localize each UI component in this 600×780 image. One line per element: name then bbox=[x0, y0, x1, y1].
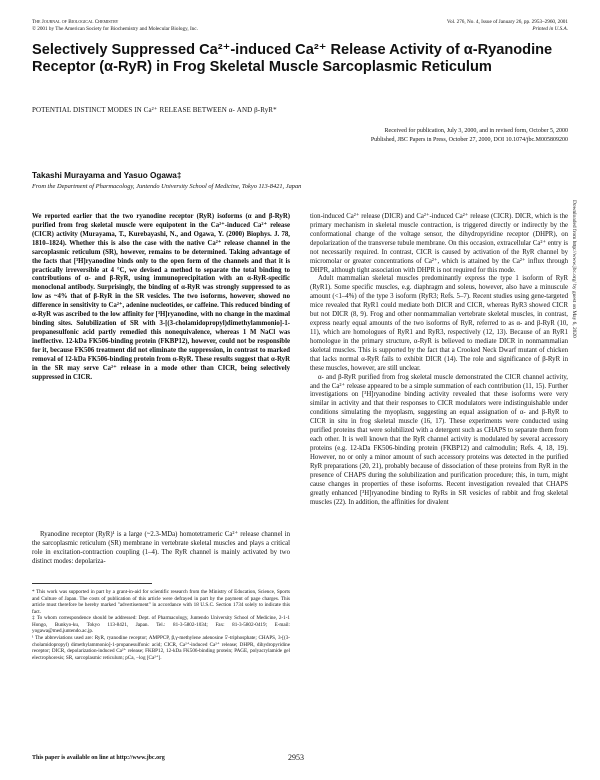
footnote-correspondence: ‡ To whom correspondence should be addressed: Dept. of Pharmacology, Juntendo University School of Medicine, 2-1-1 Hongo, Bunkyo-ku, Tokyo 113-8421, Japan. Tel.: 81-3-5802-1034; Fax: 81-3-5802-0419; E-mail: yogawa@med.juntendo.ac.jp. bbox=[32, 615, 290, 635]
affiliation: From the Department of Pharmacology, Juntendo University School of Medicine, Tokyo 113-8421, Japan bbox=[32, 183, 302, 190]
footnote-funding: * This work was supported in part by a grant-in-aid for scientific research from the Ministry of Education, Science, Sports and Culture of Japan. The costs of publication of this article were defrayed in part by the payment of page charges. This article must therefore be hereby marked "advertisement" in accordance with 18 U.S.C. Section 1734 solely to indicate this fact. bbox=[32, 589, 290, 615]
body-paragraph: Adult mammalian skeletal muscles predominantly express the type 1 isoform of RyR (RyR1). Some specific muscles, e.g. diaphragm and soleus, however, also have a minuscule amount (<1–4%) of the type 3 isoform (RyR3; Refs. 5–7). Recent studies using gene-targeted mice revealed that RyR1 could mediate both DICR and CICR, whereas RyR3 showed CICR but not DICR (8, 9). Frog and other nonmammalian vertebrate skeletal muscles, in contrast, express nearly equal amounts of the two isoforms of RyR, referred to as α- and β-RyR (10, 11), which are homologues of RyR1 and RyR3, respectively (12, 13). Because of an RyR1 homologue in the primary structure, α-RyR is believed to mediate DICR in nonmammalian skeletal muscles. This is supported by the fact that a Crooked Neck Dwarf mutant of chicken that lacks normal α-RyR fails to exhibit DICR (14). The role and significance of β-RyR in these muscles, however, are still unclear. bbox=[310, 275, 568, 372]
footnote-divider bbox=[32, 583, 152, 584]
journal-copyright: © 2001 by The American Society for Biochemistry and Molecular Biology, Inc. bbox=[32, 25, 198, 32]
article-title: Selectively Suppressed Ca²⁺-induced Ca²⁺ Release Activity of α-Ryanodine Receptor (α-RyR) in Frog Skeletal Muscle Sarcoplasmic Reticulum bbox=[32, 42, 553, 75]
published-date: Published, JBC Papers in Press, October 27, 2000, DOI 10.1074/jbc.M005809200 bbox=[370, 136, 568, 143]
footnote-abbreviations: ¹ The abbreviations used are: RyR, ryanodine receptor; AMPPCP, β,γ-methylene adenosine 5'-triphosphate; CHAPS, 3-[(3-cholamidopropyl) dimethylammonio]-1-propanesulfonic acid; CICR, Ca²⁺-induced Ca²⁺ release; DHPR, dihydropyridine receptor; DICR, depolarization-induced Ca²⁺ release; FKBP12, 12-kDa FK506-binding protein; PAGE, polyacrylamide gel electrophoresis; SR, sarcoplasmic reticulum; pCa, −log [Ca²⁺]. bbox=[32, 635, 290, 661]
intro-paragraph bbox=[32, 531, 290, 567]
availability-note: This paper is available on line at http://www.jbc.org bbox=[32, 755, 165, 761]
received-date: Received for publication, July 3, 2000, and in revised form, October 5, 2000 bbox=[384, 128, 568, 134]
right-column bbox=[310, 213, 568, 507]
abstract: We reported earlier that the two ryanodine receptor (RyR) isoforms (α and β-RyR) purified from frog skeletal muscle were equipotent in the Ca²⁺-induced Ca²⁺ release (CICR) activity (Murayama, T., Kurebayashi, N., and Ogawa, Y. (2000) Biophys. J. 78, 1810–1824). Whether this is also the case with the native Ca²⁺ release channel in the sarcoplasmic reticulum (SR), however, remains to be determined. Taking advantage of the facts that [³H]ryanodine binds only to the open form of the channels and that it is practically irreversible at 4 °C, we devised a method to separate the total binding to contributions of α- and β-RyR, using immunoprecipitation with an α-RyR-specific monoclonal antibody. Surprisingly, the binding of α-RyR was strongly suppressed to as low as ~4% that of β-RyR in the SR vesicles. The two isoforms, however, showed no difference in sensitivity to Ca²⁺, adenine nucleotides, or caffeine. This reduced binding of α-RyR was ascribed to the low affinity for [³H]ryanodine, with no change in the maximal binding sites. Solubilization of SR with 3-[(3-cholamidopropyl)dimethylammonio]-1-propanesulfonic acid partly remedied this nonequivalence, whereas 1 M NaCl was ineffective. 12-kDa FK506-binding protein (FKBP12), however, could not be responsible for it, because FK506 treatment did not eliminate the suppression, in contrast to marked removal of 12-kDa FK506-binding protein from α-RyR. These results suggest that α-RyR in the SR may serve Ca²⁺ release in a mode other than CICR, being selectively suppressed in CICR. bbox=[32, 213, 290, 381]
footnotes bbox=[32, 589, 290, 661]
journal-header bbox=[32, 19, 198, 32]
download-watermark: Downloaded from http://www.jbc.org/ by guest on May 6, 2020 bbox=[571, 200, 577, 338]
body-paragraph: tion-induced Ca²⁺ release (DICR) and Ca²⁺-induced Ca²⁺ release (CICR). DICR, which is the primary mechanism in skeletal muscle contraction, is triggered directly or indirectly by the conformational change of the voltage sensor, the dihydropyridine receptor (DHPR), on depolarization of the transverse tubule membrane. On this occasion, extracellular Ca²⁺ entry is not necessarily required. In contrast, CICR is caused by activation of the RyR channel by micromolar or greater concentrations of Ca²⁺, which is attained by the Ca²⁺ influx through DHPR, although tight association with DHPR is not required for this mode. bbox=[310, 213, 568, 274]
issue-header bbox=[447, 19, 568, 32]
authors: Takashi Murayama and Yasuo Ogawa‡ bbox=[32, 171, 182, 180]
article-subtitle: POTENTIAL DISTINCT MODES IN Ca²⁺ RELEASE BETWEEN α- AND β-RyR* bbox=[32, 106, 277, 114]
page-number: 2953 bbox=[288, 753, 304, 762]
body-paragraph: α- and β-RyR purified from frog skeletal muscle demonstrated the CICR channel activity, and the Ca²⁺ release appeared to be a simple summation of each contribution (11, 15). Further investigations on [³H]ryanodine binding activity revealed that these isoforms were very similar in activity and that their responses to CICR modulators were indistinguishable under conditions simulating the myoplasm, suggesting an equal assignation of α- and β-RyR to CICR in situ in frog skeletal muscle (16, 17). These experiments were conducted using purified proteins that were solubilized with a detergent such as CHAPS to separate them from each other. It is well known that the RyR channel activity is modulated by several accessory proteins (e.g. 12-kDa FK506-binding protein (FKBP12) and calmodulin; Refs. 4, 18, 19). However, no or only a minor amount of such accessory proteins was detected in the purified RyR preparations (20, 21), probably because of dissociation of these proteins from RyR in the presence of CHAPS during the solubilization and purification procedure; this, in turn, might cause changes in properties of these isoforms. Recent investigation revealed that CHAPS greatly enhanced [³H]ryanodine binding to RyRs in SR vesicles of rabbit and frog skeletal muscles (22). In addition, the affinities for divalent bbox=[310, 373, 568, 506]
printed-label: Printed in U.S.A. bbox=[532, 25, 568, 32]
publication-dates bbox=[371, 127, 568, 144]
intro-text: Ryanodine receptor (RyR)¹ is a large (~2.3-MDa) homotetrameric Ca²⁺ release channel in the sarcoplasmic reticulum (SR) membrane in vertebrate skeletal muscles and plays a critical role in excitation-contraction coupling (1–4). The RyR channel is mainly activated by two distinct modes: depolariza- bbox=[32, 531, 290, 565]
volume-info: Vol. 276, No. 4, Issue of January 26, pp. 2953–2960, 2001 bbox=[446, 19, 568, 25]
journal-name: The Journal of Biological Chemistry bbox=[32, 19, 119, 25]
